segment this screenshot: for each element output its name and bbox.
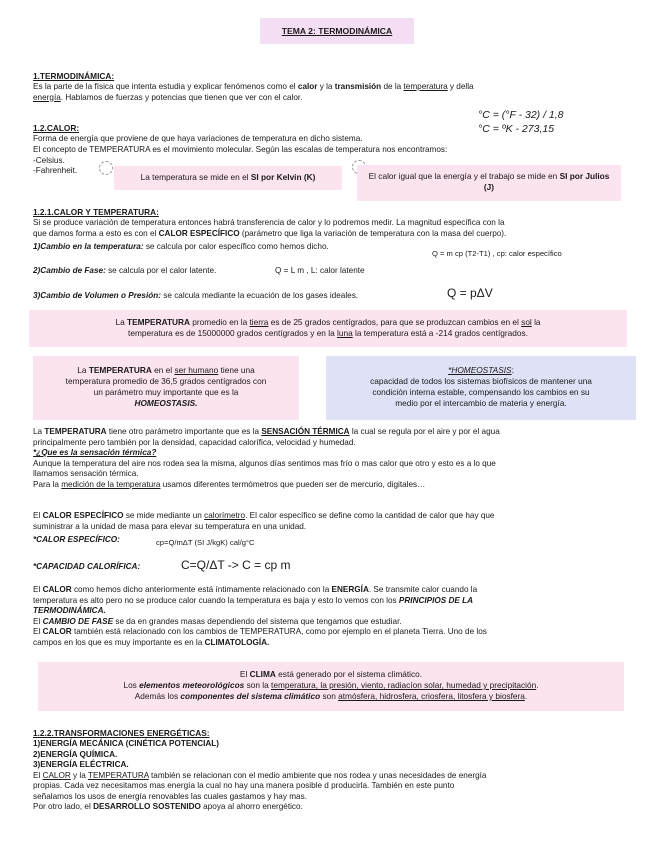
section-heading-calor-temperatura: 1.2.1.CALOR Y TEMPERATURA: — [33, 207, 159, 217]
capacidad-calorifica-label: *CAPACIDAD CALORÍFICA: — [33, 562, 141, 571]
transformaciones-list: 1)ENERGÍA MECÁNICA (CINÉTICA POTENCIAL) 2)ENERGÍA QUÍMICA. 3)ENERGÍA ELÉCTRICA. El CALOR y la TEMPERATURA también se relacionan con el medio ambiente que nos rodea y unas necesidades de energía propias. Cada vez necesitamos mas energía la cual no hay una manera posible d producirla. También en este punto señalamos los usos de energía renovables las cuales gastamos y hay mas. Por otro lado, el DESARROLLO SOSTENIDO apoya al ahorro energético. — [33, 739, 487, 811]
calor-especifico-paragraph: El CALOR ESPECÍFICO se mide mediante un calorímetro. El calor específico se define como la cantidad de calor que hay que suministrar a la unidad de masa para elevar su temperatura en una unidad. — [33, 511, 495, 531]
calor-especifico-label: *CALOR ESPECÍFICO: — [33, 535, 120, 544]
cambio-fase: 2)Cambio de Fase: se calcula por el calor latente. — [33, 266, 217, 275]
humano-temperatura-box: La TEMPERATURA en el ser humano tiene una temperatura promedio de 36,5 grados centígrados con un parámetro muy importante que es la HOMEOSTASIS. — [33, 356, 299, 420]
page-title: TEMA 2: TERMODINÁMICA — [260, 18, 414, 44]
eq-cambio-temperatura: Q = m cp (T2-T1) , cp: calor específico — [432, 249, 562, 258]
cambio-volumen: 3)Cambio de Volumen o Presión: se calcula mediante la ecuación de los gases ideales. — [33, 291, 359, 300]
calor-line-1: Forma de energía que proviene de que haya variaciones de temperatura en dicho sistema. — [33, 134, 363, 143]
formula-fahrenheit: °C = (°F - 32) / 1,8 — [478, 109, 564, 121]
termodinamica-paragraph: Es la parte de la física que intenta estudia y explicar fenómenos como el calor y la transmisión de la temperatura y della energía. Hablamos de fuerzas y potencias que tienen que ver con el calor. — [33, 82, 474, 102]
tierra-temperatura-box: La TEMPERATURA promedio en la tierra es de 25 grados centígrados, para que se produzcan cambios en el sol la temperatura es de 15000000 grados centígrados y en la luna la temperatura está a -214 grados centígrados. — [29, 310, 627, 347]
scale-fahrenheit: -Fahrenheit. — [33, 166, 78, 175]
capacidad-calorifica-equation: C=Q/ΔT -> C = cp m — [181, 558, 291, 572]
kelvin-box: La temperatura se mide en el SI por Kelvin (K) — [114, 166, 342, 190]
eq-cambio-fase: Q = L m , L: calor latente — [275, 266, 365, 275]
section-heading-transformaciones: 1.2.2.TRANSFORMACIONES ENERGÉTICAS: — [33, 728, 210, 738]
eq-cambio-volumen: Q = pΔV — [447, 286, 493, 300]
calor-energia-paragraph: El CALOR como hemos dicho anteriormente está íntimamente relacionado con la ENERGÍA. Se transmite calor cuando la temperatura es alto pero no se produce calor cuando la temperatura es baja y esto lo vemos con los PRINCIPIOS DE LA TERMODINÁMICA. El CAMBIO DE FASE se da en grandes masas dependiendo del sistema que tengamos que estudiar. El CALOR también está relacionado con los cambios de TEMPERATURA, como por ejemplo en el planeta Tierra. Uno de los campos en los que es muy importante es en la CLIMATOLOGÍA. — [33, 585, 487, 647]
calor-especifico-equation: cp=Q/mΔT (SI J/kgK) cal/g°C — [156, 538, 255, 547]
homeostasis-box: *HOMEOSTASIS: capacidad de todos los sistemas biofísicos de mantener una condición interna estable, compensando los cambios en su medio por el intercambio de materia y energía. — [326, 356, 636, 420]
julios-box: El calor igual que la energía y el trabajo se mide en SI por Julios (J) — [357, 165, 621, 201]
calor-temperatura-paragraph: Si se produce variación de temperatura entonces habrá transferencia de calor y lo podremos medir. La magnitud específica con la que damos forma a esto es con el CALOR ESPECÍFICO (parámetro que liga la variación de temperatura con la masa del cuerpo). — [33, 218, 507, 238]
sun-icon — [99, 161, 113, 175]
section-heading-termodinamica: 1.TERMODINÁMICA: — [33, 71, 115, 81]
scale-celsius: -Celsius. — [33, 156, 65, 165]
formula-kelvin: °C = ºK - 273,15 — [478, 123, 555, 135]
sensacion-termica-paragraph: La TEMPERATURA tiene otro parámetro importante que es la SENSACIÓN TÉRMICA la cual se regula por el aire y por el agua principalmente pero también por la densidad, capacidad calorífica, velocidad y humedad. *¿Que es la sensación térmica? Aunque la temperatura del aire nos rodea sea la misma, algunos días sentimos mas frío o mas calor que otro y esto es a lo que llamamos sensación térmica. Para la medición de la temperatura usamos diferentes termómetros que pueden ser de mercurio, digitales… — [33, 427, 500, 489]
section-heading-calor: 1.2.CALOR: — [33, 123, 80, 133]
calor-line-2: El concepto de TEMPERATURA es el movimiento molecular. Según las escalas de temperatura nos encontramos: — [33, 145, 448, 154]
clima-box: El CLIMA está generado por el sistema climático. Los elementos meteorológicos son la temperatura, la presión, viento, radiacíon solar, humedad y precipitación. Además los componentes del sistema climático son atmósfera, hidrosfera, criosfera, litosfera y biosfera. — [38, 662, 624, 711]
cambio-temperatura: 1)Cambio en la temperatura: se calcula por calor específico como hemos dicho. — [33, 242, 329, 251]
